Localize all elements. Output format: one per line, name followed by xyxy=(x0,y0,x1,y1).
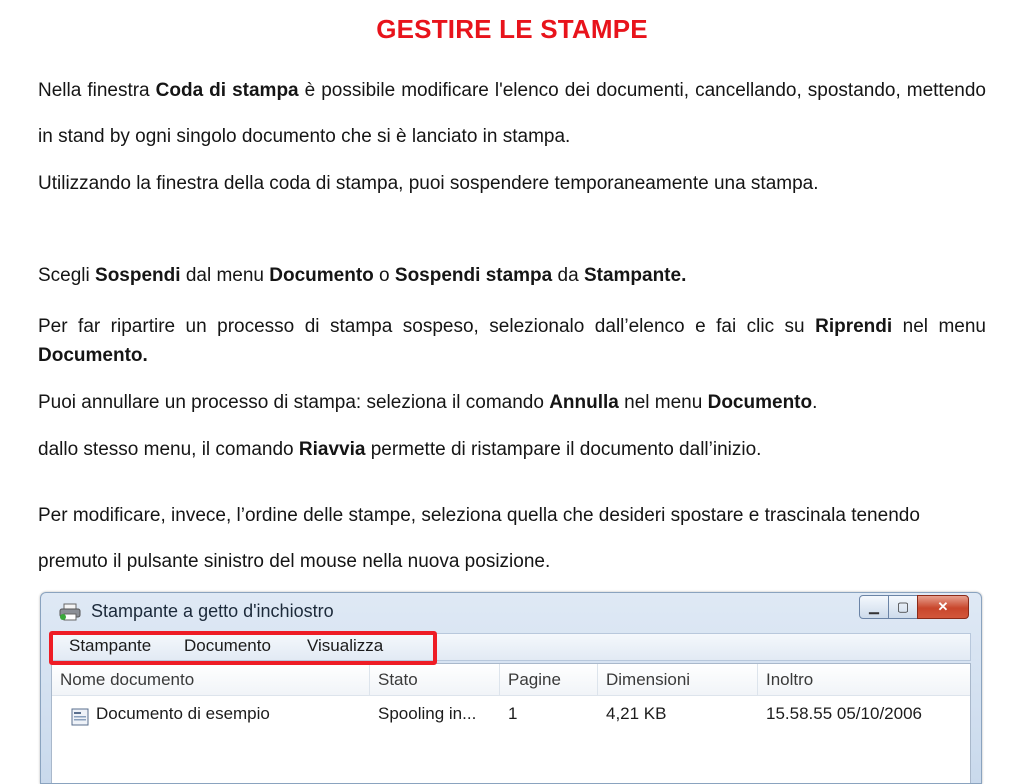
paragraph-reorder: Per modificare, invece, l’ordine delle stampe, seleziona quella che desideri spostare e trascinala tenendo premuto il pulsante sinistro del mouse nella nuova posizione. xyxy=(38,505,920,572)
column-header-pages[interactable]: Pagine xyxy=(500,664,598,696)
paragraph-suspend: Utilizzando la finestra della coda di stampa, puoi sospendere temporaneamente una stampa. xyxy=(38,173,819,194)
cell-pages: 1 xyxy=(508,704,518,723)
column-header-name[interactable]: Nome documento xyxy=(52,664,370,696)
bold-term: Stampante. xyxy=(583,265,687,286)
maximize-button[interactable]: ▢ xyxy=(888,595,918,619)
paragraph-resume: Per far ripartire un processo di stampa sospeso, selezionalo dall’elenco e fai clic su Riprendi nel menu Documento. xyxy=(38,316,986,366)
cell-doc-name[interactable]: Documento di esempio xyxy=(96,704,270,723)
document-icon xyxy=(70,707,90,727)
bold-term: Sospendi stampa xyxy=(394,265,553,286)
bold-term: Riavvia xyxy=(298,439,366,460)
menu-documento[interactable]: Documento xyxy=(184,636,271,655)
printer-icon xyxy=(59,603,81,621)
cell-submitted: 15.58.55 05/10/2006 xyxy=(766,704,922,723)
document-list xyxy=(51,663,971,784)
paragraph-choose: Scegli Sospendi dal menu Documento o Sospendi stampa da Stampante. xyxy=(38,265,687,286)
page-title: GESTIRE LE STAMPE xyxy=(376,14,648,44)
window-title: Stampante a getto d'inchiostro xyxy=(91,601,334,621)
bold-term: Documento xyxy=(707,392,813,413)
column-header-submitted[interactable]: Inoltro xyxy=(758,664,970,696)
bold-term: Documento. xyxy=(38,345,148,366)
paragraph-text: è possibile modificare l'elenco dei documenti, cancellando, spostando, mettendo in stand by ogni singolo documento che si è lanciato in stampa. xyxy=(38,80,986,147)
menu-stampante[interactable]: Stampante xyxy=(69,636,152,655)
paragraph-print-queue xyxy=(38,68,986,160)
bold-term: Documento xyxy=(269,265,374,286)
bold-term: Sospendi xyxy=(95,265,181,286)
window-titlebar xyxy=(41,593,981,629)
menu-visualizza[interactable]: Visualizza xyxy=(307,636,384,655)
column-header-status[interactable]: Stato xyxy=(370,664,500,696)
menu-highlight-box xyxy=(49,631,437,665)
minimize-button[interactable]: ▁ xyxy=(859,595,889,619)
bold-term: Riprendi xyxy=(815,316,893,337)
bold-term: Coda di stampa xyxy=(155,80,299,101)
cell-size: 4,21 KB xyxy=(606,704,667,723)
cell-status: Spooling in... xyxy=(378,704,477,723)
paragraph-cancel: Puoi annullare un processo di stampa: seleziona il comando Annulla nel menu Documento. xyxy=(38,392,818,413)
column-header-size[interactable]: Dimensioni xyxy=(598,664,758,696)
bold-term: Annulla xyxy=(549,392,619,413)
window-controls xyxy=(860,595,969,621)
paragraph-text: Nella finestra xyxy=(38,80,156,101)
close-button[interactable]: ✕ xyxy=(917,595,969,619)
paragraph-restart: dallo stesso menu, il comando Riavvia permette di ristampare il documento dall’inizio. xyxy=(38,439,762,460)
print-queue-window xyxy=(40,592,982,784)
